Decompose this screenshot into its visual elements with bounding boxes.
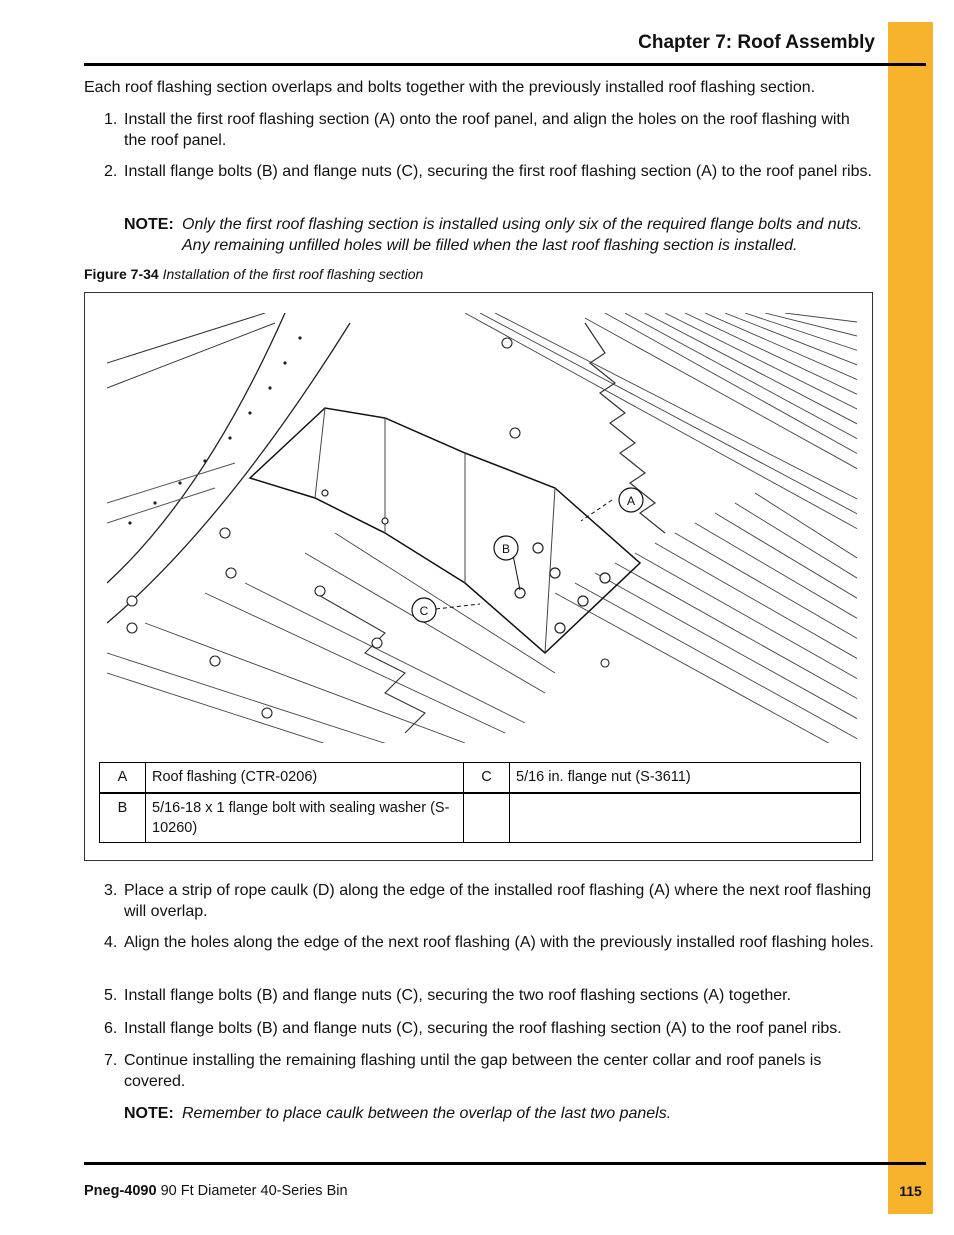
step-1	[104, 109, 874, 151]
intro-paragraph: Each roof flashing section overlaps and bolts together with the previously installed roof flashing section.	[84, 79, 816, 96]
step-2	[104, 161, 874, 182]
legend-key: B	[100, 793, 146, 843]
note-text: Only the first roof flashing section is installed using only six of the required flange bolts and nuts. Any remaining unfilled holes will be filled when the last roof flashing section is installed.	[182, 216, 863, 254]
step-text: Install flange bolts (B) and flange nuts (C), securing the two roof flashing sections (A) together.	[124, 987, 792, 1004]
legend-row	[100, 763, 861, 794]
step-number: 4.	[104, 934, 118, 951]
document-id: Pneg-4090	[84, 1183, 157, 1199]
legend-desc: 5/16-18 x 1 flange bolt with sealing washer (S-10260)	[146, 793, 464, 843]
figure-number: Figure 7-34	[84, 266, 159, 282]
footer-document-title	[84, 1183, 348, 1199]
legend-desc: 5/16 in. flange nut (S-3611)	[510, 763, 861, 794]
step-text: Continue installing the remaining flashing until the gap between the center collar and roof panels is covered.	[124, 1052, 822, 1090]
step-number: 2.	[104, 163, 118, 180]
step-7	[104, 1050, 874, 1092]
step-text: Install flange bolts (B) and flange nuts (C), securing the roof flashing section (A) to the roof panel ribs.	[124, 1020, 842, 1037]
note-1	[124, 214, 874, 256]
legend-table	[99, 762, 861, 843]
callout-c-label: C	[419, 604, 429, 618]
legend-row	[100, 793, 861, 843]
legend-key: C	[464, 763, 510, 794]
step-number: 1.	[104, 111, 118, 128]
document-name: 90 Ft Diameter 40-Series Bin	[160, 1183, 348, 1199]
step-number: 6.	[104, 1020, 118, 1037]
step-3	[104, 880, 874, 922]
step-number: 3.	[104, 882, 118, 899]
step-text: Place a strip of rope caulk (D) along the edge of the installed roof flashing (A) where the next roof flashing will overlap.	[124, 882, 872, 920]
step-5	[104, 985, 874, 1006]
step-6	[104, 1018, 874, 1039]
roof-flashing-drawing	[85, 293, 872, 753]
step-4	[104, 932, 874, 953]
note-2	[124, 1103, 874, 1124]
figure-box	[84, 292, 873, 861]
figure-caption	[84, 266, 423, 282]
chapter-title: Chapter 7: Roof Assembly	[638, 32, 875, 53]
step-number: 5.	[104, 987, 118, 1004]
chapter-tab-bar	[888, 22, 933, 1214]
callout-a-label: A	[626, 494, 636, 508]
note-label: NOTE:	[124, 216, 174, 233]
callout-b-label: B	[501, 542, 511, 556]
step-text: Install flange bolts (B) and flange nuts (C), securing the first roof flashing section (A) to the roof panel ribs.	[124, 163, 872, 180]
legend-key	[464, 793, 510, 843]
footer-rule	[84, 1162, 926, 1165]
figure-title: Installation of the first roof flashing section	[162, 266, 424, 282]
page-number: 115	[899, 1183, 922, 1199]
step-text: Install the first roof flashing section (A) onto the roof panel, and align the holes on the roof flashing with the roof panel.	[124, 111, 850, 149]
legend-desc: Roof flashing (CTR-0206)	[146, 763, 464, 794]
note-label: NOTE:	[124, 1105, 174, 1122]
note-text: Remember to place caulk between the overlap of the last two panels.	[182, 1105, 672, 1122]
header-rule	[84, 63, 926, 66]
step-number: 7.	[104, 1052, 118, 1069]
legend-key: A	[100, 763, 146, 794]
legend-desc	[510, 793, 861, 843]
step-text: Align the holes along the edge of the next roof flashing (A) with the previously installed roof flashing holes.	[124, 934, 874, 951]
